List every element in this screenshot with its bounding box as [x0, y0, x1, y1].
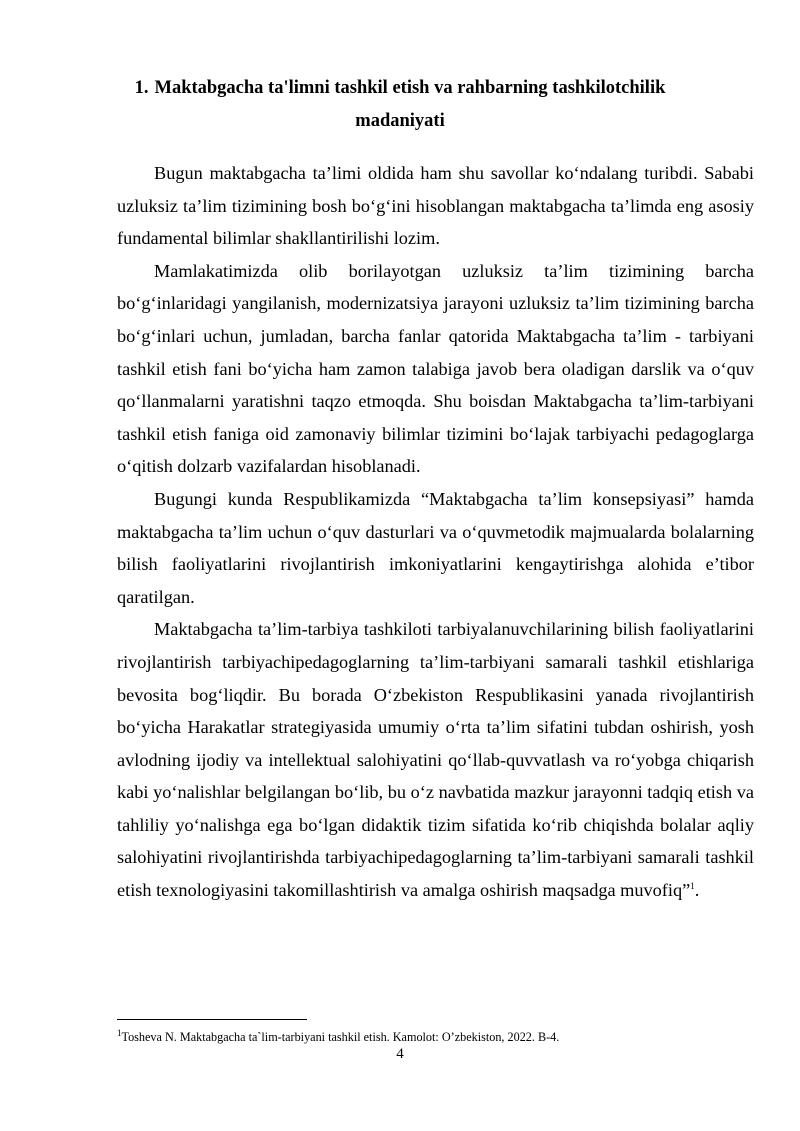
paragraph-3: Bugungi kunda Respublikamizda “Maktabgacha ta’lim konsepsiyasi” hamda maktabgacha ta’lim uchun o‘quv dasturlari va o‘quvmetodik majmualarda bolalarning bilish faoliyatlarini rivojlantirish imkoniyatlarini kengaytirishga alohida e’tibor qaratilgan.: [117, 488, 754, 607]
paragraph-1: Bugun maktabgacha ta’limi oldida ham shu savollar ko‘ndalang turibdi. Sababi uzluksiz ta’lim tizimining bosh bo‘g‘ini hisoblangan maktabgacha ta’limda eng asosiy fundamental bilimlar shakllantirilishi lozim.: [117, 163, 754, 249]
footnote-reference[interactable]: 1: [690, 880, 695, 891]
footnote: [117, 1027, 757, 1044]
footnote-marker: 1: [117, 1027, 122, 1038]
page-number: 4: [396, 1046, 404, 1062]
paragraph-4-end: .: [694, 880, 700, 901]
section-heading: [117, 72, 683, 138]
heading-line-1: [117, 72, 683, 105]
heading-number: 1.: [134, 78, 149, 98]
footnote-text: Tosheva N. Maktabgacha ta`lim-tarbiyani tashkil etish. Kamolot: O’zbekiston, 2022. B-4.: [121, 1030, 560, 1044]
heading-line-2: madaniyati: [355, 111, 445, 131]
paragraph-4: [117, 613, 754, 906]
body-text: [117, 157, 754, 907]
heading-title: Maktabgacha ta'limni tashkil etish va rahbarning tashkilotchilik: [154, 78, 666, 98]
footnote-separator: [117, 1019, 307, 1020]
paragraph-2: Mamlakatimizda olib borilayotgan uzluksiz ta’lim tizimining barcha bo‘g‘inlaridagi yangilanish, modernizatsiya jarayoni uzluksiz ta’lim tizimining barcha bo‘g‘inlari uchun, jumladan, barcha fanlar qatorida Maktabgacha ta’lim - tarbiyani tashkil etish fani bo‘yicha ham zamon talabiga javob bera oladigan darslik va o‘quv qo‘llanmalarni yaratishni taqzo etmoqda. Shu boisdan Maktabgacha ta’lim-tarbiyani tashkil etish faniga oid zamonaviy bilimlar tizimini bo‘lajak tarbiyachi pedagoglarga o‘qitish dolzarb vazifalardan hisoblanadi.: [117, 260, 754, 477]
paragraph-4-text: Maktabgacha ta’lim-tarbiya tashkiloti tarbiyalanuvchilarining bilish faoliyatlarini rivojlantirish tarbiyachipedagoglarning ta’lim-tarbiyani samarali tashkil etishlariga bevosita bog‘liqdir. Bu borada O‘zbekiston Respublikasini yanada rivojlantirish bo‘yicha Harakatlar strategiyasida umumiy o‘rta ta’lim sifatini tubdan oshirish, yosh avlodning ijodiy va intellektual salohiyatini qo‘llab-quvvatlash va ro‘yobga chiqarish kabi yo‘nalishlar belgilangan bo‘lib, bu o‘z navbatida mazkur jarayonni tadqiq etish va tahliliy yo‘nalishga ega bo‘lgan didaktik tizim sifatida ko‘rib chiqishda bolalar aqliy salohiyatini rivojlantirishda tarbiyachipedagoglarning ta’lim-tarbiyani samarali tashkil etish texnologiyasini takomillashtirish va amalga oshirish maqsadga muvofiq”: [117, 619, 754, 901]
